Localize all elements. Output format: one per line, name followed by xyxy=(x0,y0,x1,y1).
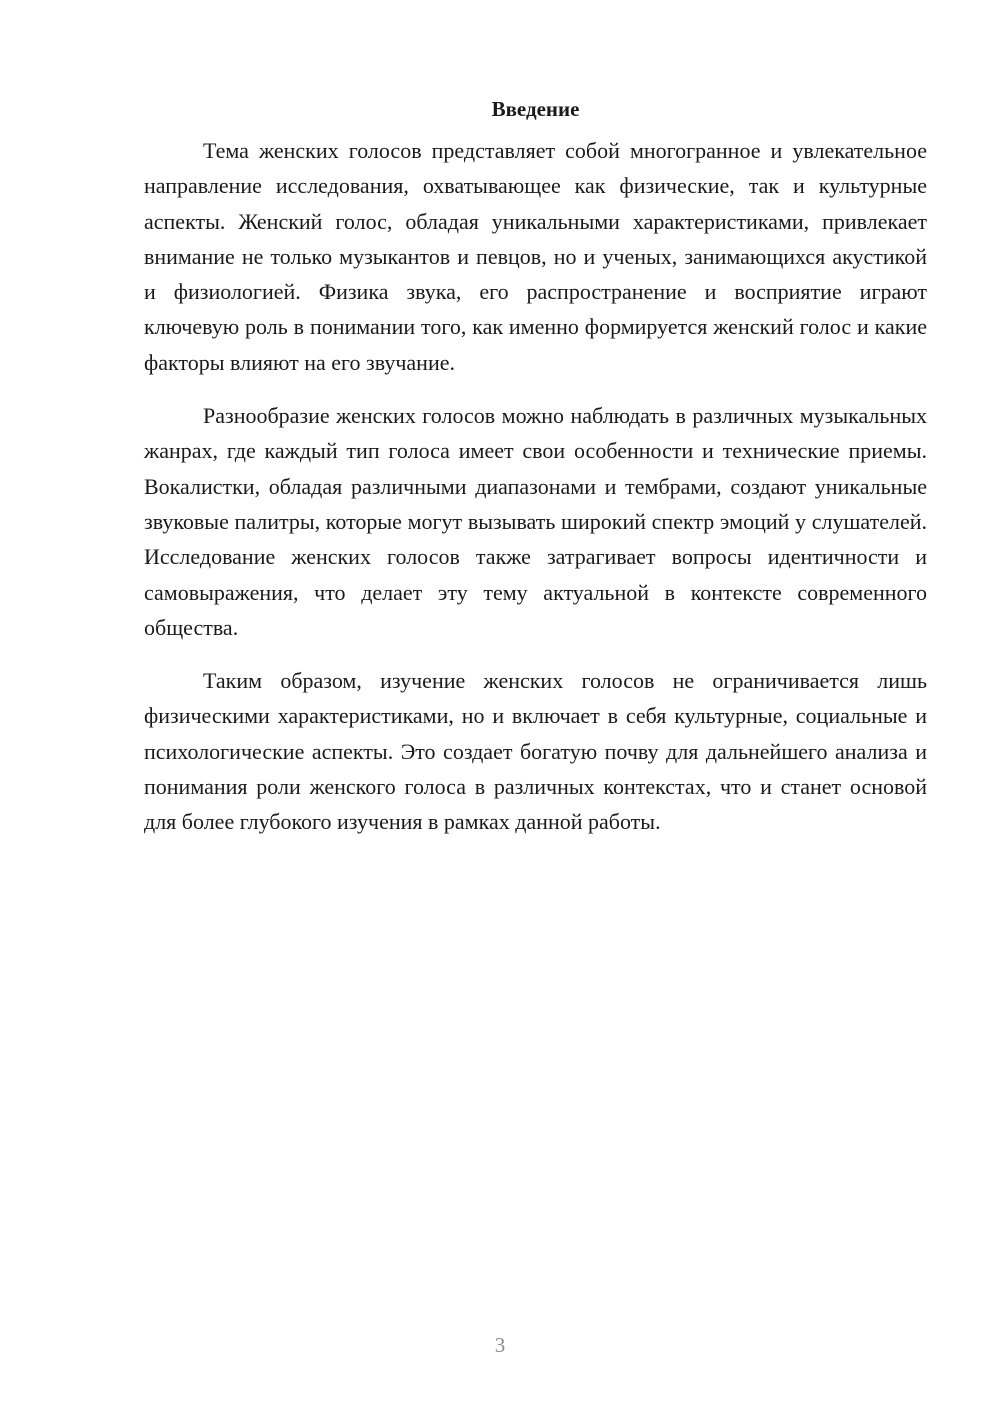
paragraph-1: Тема женских голосов представляет собой многогранное и увлекательное направление исследования, охватывающее как физические, так и культурные аспекты. Женский голос, обладая уникальными характеристиками, привлекает внимание не только музыкантов и певцов, но и ученых, занимающихся акустикой и физиологией. Физика звука, его распространение и восприятие играют ключевую роль в понимании того, как именно формируется женский голос и какие факторы влияют на его звучание. xyxy=(144,138,927,375)
section-heading: Введение xyxy=(491,97,580,121)
page-number: 3 xyxy=(494,1333,506,1357)
paragraph-3: Таким образом, изучение женских голосов не ограничивается лишь физическими характеристиками, но и включает в себя культурные, социальные и психологические аспекты. Это создает богатую почву для дальнейшего анализа и понимания роли женского голоса в различных контекстах, что и станет основой для более глубокого изучения в рамках данной работы. xyxy=(144,668,927,835)
page-content xyxy=(144,92,927,858)
paragraph-2: Разнообразие женских голосов можно наблюдать в различных музыкальных жанрах, где каждый тип голоса имеет свои особенности и технические приемы. Вокалистки, обладая различными диапазонами и тембрами, создают уникальные звуковые палитры, которые могут вызывать широкий спектр эмоций у слушателей. Исследование женских голосов также затрагивает вопросы идентичности и самовыражения, что делает эту тему актуальной в контексте современного общества. xyxy=(144,403,927,640)
